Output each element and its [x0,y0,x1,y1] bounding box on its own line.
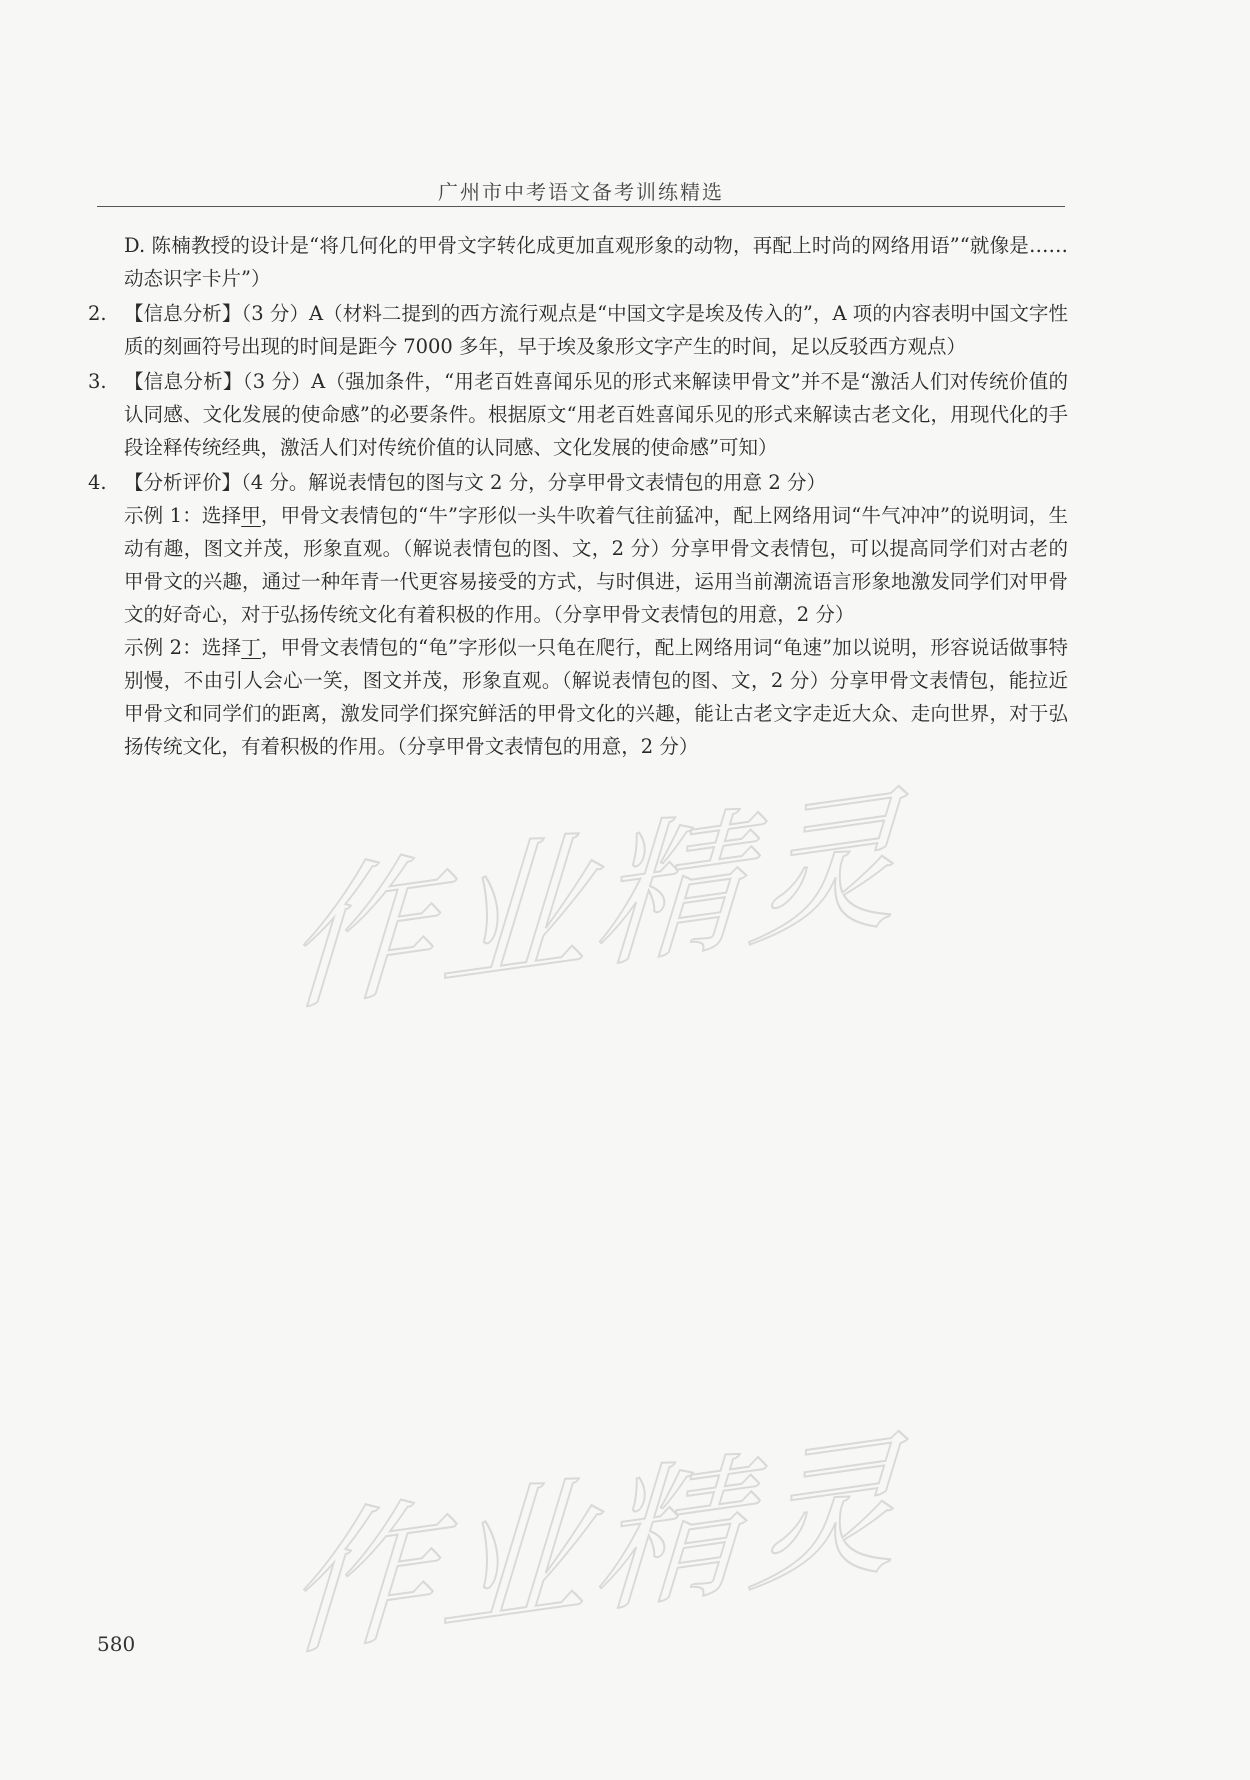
watermark: 作业精灵 [280,1415,912,1680]
answer-item-3 [88,365,1068,464]
item-number: 2. [88,302,107,325]
example-1-prefix: 示例 1：选择 [124,504,242,527]
example-1 [124,499,1068,631]
answer-item-3-text: 【信息分析】（3 分）A（强加条件，“用老百姓喜闻乐见的形式来解读甲骨文”并不是“激活人们对传统价值的认同感、文化发展的使命感”的必要条件。根据原文“用老百姓喜闻乐见的形式来解读古老文化，用现代化的手段诠释传统经典，激活人们对传统价值的认同感、文化发展的使命感”可知） [124,370,1068,459]
answer-item-2-text: 【信息分析】（3 分）A（材料二提到的西方流行观点是“中国文字是埃及传入的”，A 项的内容表明中国文字性质的刻画符号出现的时间是距今 7000 多年，早于埃及象形文字产生的时间，足以反驳西方观点） [124,302,1068,358]
example-2-prefix: 示例 2：选择 [124,636,242,659]
answer-item-1d-text: D. 陈楠教授的设计是“将几何化的甲骨文字转化成更加直观形象的动物，再配上时尚的网络用语”“就像是……动态识字卡片”） [124,234,1068,290]
answer-item-1d [88,229,1068,295]
running-header: 广州市中考语文备考训练精选 [438,180,724,204]
header-rule [97,206,1065,207]
answer-content [88,229,1068,765]
example-1-choice: 甲 [241,504,261,527]
watermark: 作业精灵 [280,770,912,1035]
item-number: 3. [88,370,107,393]
example-2-choice: 丁 [241,636,261,659]
answer-item-4 [88,466,1068,763]
page-number: 580 [97,1632,136,1656]
example-1-text: ，甲骨文表情包的“牛”字形似一头牛吹着气往前猛冲，配上网络用词“牛气冲冲”的说明词，生动有趣，图文并茂，形象直观。（解说表情包的图、文，2 分）分享甲骨文表情包，可以提高同学们对古老的甲骨文的兴趣，通过一种年青一代更容易接受的方式，与时俱进，运用当前潮流语言形象地激发同学们对甲骨文的好奇心，对于弘扬传统文化有着积极的作用。（分享甲骨文表情包的用意，2 分） [124,504,1068,626]
answer-item-4-intro: 【分析评价】（4 分。解说表情包的图与文 2 分，分享甲骨文表情包的用意 2 分） [124,471,826,494]
example-2 [124,631,1068,763]
item-number: 4. [88,471,107,494]
answer-item-2 [88,297,1068,363]
example-2-text: ，甲骨文表情包的“龟”字形似一只龟在爬行，配上网络用词“龟速”加以说明，形容说话做事特别慢，不由引人会心一笑，图文并茂，形象直观。（解说表情包的图、文，2 分）分享甲骨文表情包，能拉近甲骨文和同学们的距离，激发同学们探究鲜活的甲骨文化的兴趣，能让古老文字走近大众、走向世界，对于弘扬传统文化，有着积极的作用。（分享甲骨文表情包的用意，2 分） [124,636,1068,758]
